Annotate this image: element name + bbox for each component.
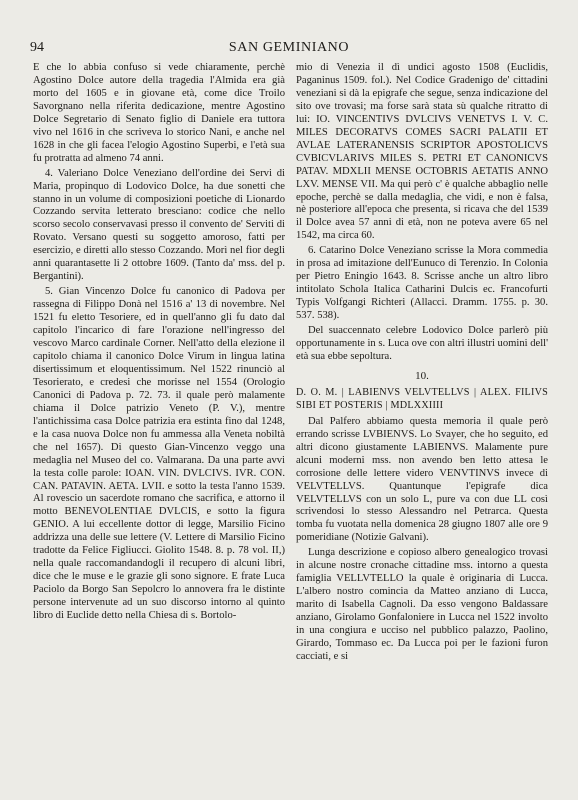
running-title: SAN GEMINIANO bbox=[228, 40, 350, 55]
inscription-heading: D. O. M. | LABIENVS VELVTELLVS | ALEX. FILIVS SIBI ET POSTERIS | MDLXXIIII bbox=[296, 386, 548, 411]
paragraph-genealogy: Lunga descrizione e copioso albero genealogico trovasi in alcune nostre cronache cittadine mss. intorno a questa famiglia VELLVTELLO la quale è originaria di Lucca. L'albero nostro comincia da Matteo anziano di Lucca, marito di Isabella Cagnoli. Da esso vengono Baldassare anziano, Girolamo Gonfaloniere in Lucca nel 1522 involto in una congiura e ucciso nel pubblico palazzo, Paolino, Girardo, Tommaso ec. Da Lucca poi per le fazioni furon cacciati, e si bbox=[296, 547, 548, 662]
paragraph-item-5: 5. Gian Vincenzo Dolce fu canonico di Padova per rassegna di Filippo Donà nel 1516 a' 13 di novembre. Nel 1521 fu eletto Tesoriere, ed in quell'anno gli fu dato dal capitolo l'incarico di fare l'orazione nell'ingresso del vescovo Marco cardinale Corner. Nell'atto della elezione il capitolo chiama il canonico Dolce Virum in lingua latina disertissimum et eloquentissimum. Nel 1522 rinunciò al Tesorierato, e credesi che morisse nel 1554 (Orologio Canonici di Padova p. 72. 73. il quale però malamente chiama il Dolce patrizio Veneto (P. V.), mentre l'antichissima casa Dolce patrizia era estinta fino dal 1248, e la casa nuova Dolce non fu ammessa alla Veneta nobiltà che nel 1657). Di questo Gian-Vincenzo veggo una medaglia nel Museo del co. Valmarana. Da una parte avvi la testa colle parole: IOAN. VIN. DVLCIVS. IVR. CON. CAN. PATAVIN. AETA. LVII. e sotto la testa l'anno 1539. Al rovescio un sacerdote romano che sacrifica, e attorno il motto BENEVOLENTIAE DVLCIS, e sotto la figura GENIO. A lui eccellente dottor di legge, Marsilio Ficino addrizza una delle sue lettere (V. Lettere di Marsilio Ficino tradotte da Felice Figliucci. Giolito 1548. 8. p. 78 vol. II,) nella quale raccomandandogli il recupero di alcuni libri, dice che le muse e le grazie gli sono signore. E frate Luca Paciolo da Borgo San Sepolcro lo annovera fra le distinte persone intervenute ad un suo discorso intorno al quinto libro di Euclide detto nella Chiesa di s. Bortolo- bbox=[33, 286, 285, 622]
page-header bbox=[30, 40, 548, 58]
section-number: 10. bbox=[415, 369, 429, 382]
paragraph-lodovico: Del suaccennato celebre Lodovico Dolce parlerò più opportunamente in s. Luca ove con altri illustri uomini dell' età sua ebbe sepoltura. bbox=[296, 325, 548, 362]
paragraph-item-6: 6. Catarino Dolce Veneziano scrisse la Mora commedia in prosa ad imitazione dell'Eunuco di Terenzio. In Colonia per Pietro Eningio 1643. 8. Scrisse anche un altro libro intitolato Schola Italica Catharini Dulcis ec. Francofurti Typis Volfgangi Richteri (Allacci. Dramm. 1755. p. 30. 537. 538). bbox=[296, 245, 548, 322]
paragraph-item-5-continued: mio di Venezia il dì undici agosto 1508 (Euclidis, Paganinus 1509. fol.). Nel Codice Gradenigo de' cittadini veneziani si dà la epigrafe che segue, senza indicazione del sito ove trovasi; ma forse sarà stata sù qualche ritratto di lui: IO. VINCENTIVS DVLCIVS VENETVS I. V. C. MILES DECORATVS COMES SACRI PALATII ET AVLAE LATERANENSIS SCRIPTOR APOSTOLICVS CVBICVLARIVS MILES S. PETRI ET CANONICVS PATAV. MDXLII MENSE OCTOBRIS AETATIS ANNO LXV. MENSE VII. Ma qui però c' è qualche abbaglio nelle epoche, perchè se dalla medaglia, che vidi, e non è falsa, nè posteriore all'epoca che presenta, si ricava che del 1539 il Dolce avea 57 anni di età, non ne poteva avere 65 nel 1542, ma circa 60. bbox=[296, 62, 548, 242]
paragraph-item-4: 4. Valeriano Dolce Veneziano dell'ordine dei Servi di Maria, propinquo di Lodovico Dolce, ha due sonetti che stanno in un volume di composizioni poetiche di Lionardo Cozzando servita letterato bresciano: codice che nello scorso secolo conservavasi presso il convento de' Serviti di Rovato. Versano questi su soggetto amoroso, fatti per esercizio, e diretti allo stesso Cozzando. Morì nel fior degli anni quarantasette li 2 ottobre 1609. (Tanto da' mss. del p. Bergantini). bbox=[33, 167, 285, 283]
right-column bbox=[296, 62, 548, 666]
paragraph-palfero: Dal Palfero abbiamo questa memoria il quale però errando scrisse LVBIENVS. Lo Svayer, che ho seguito, ed altri dicono giustamente LABIENVS. Malamente pure alcuni moderni mss. non avendo ben letto attesa le corrosione delle lettere videro VENVTINVS invece di VELVTELLVS. Quantunque l'epigrafe dica VELVTELLVS con un solo L, pure va con due LL così scrivendosi lo stesso Alessandro nel Petrarca. Questa tomba fu vuotata nella domenica 28 giugno 1807 alle ore 9 pomeridiane (Notizie Galvani). bbox=[296, 415, 548, 544]
paragraph-continued: E che lo abbia confuso si vede chiaramente, perchè Agostino Dolce autore della tragedia l'Almida era già morto del 1605 e in giovane età, come dice Troilo Savorgnano nella riferita dedicazione, mentre Agostino Dolce Segretario di Senato figlio di Daniele era tuttora vivo nel 1616 in che scriveva lo storico Nani, e anche nel 1628 in che gli facea l'elogio Agostino Superbi, e l'età sua fu protratta ad almeno 74 anni. bbox=[33, 62, 285, 164]
left-column bbox=[33, 62, 285, 625]
page-number: 94 bbox=[30, 40, 44, 55]
